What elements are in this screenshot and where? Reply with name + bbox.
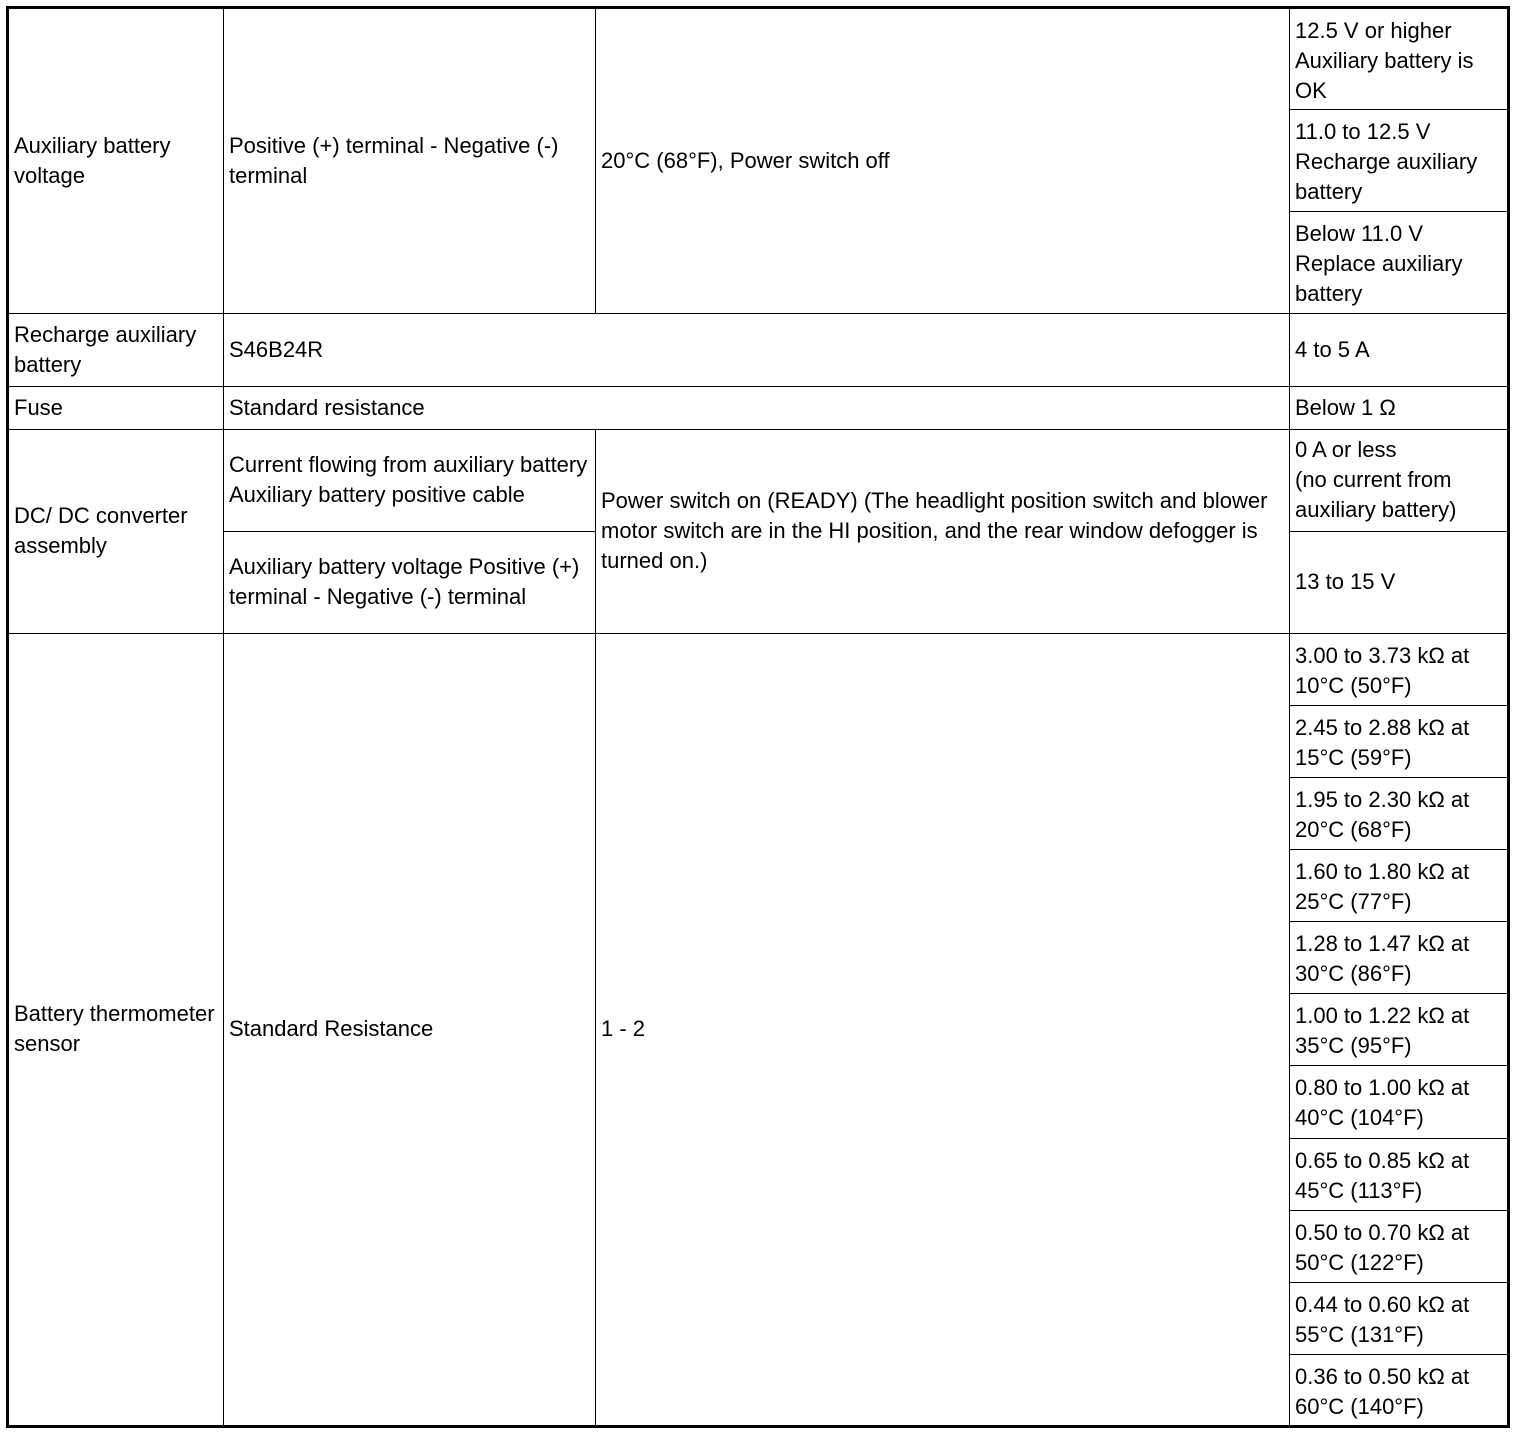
value-line: 50°C (122°F): [1295, 1249, 1424, 1275]
item-cell: Auxiliary battery voltage: [8, 8, 224, 314]
value-line: 1.60 to 1.80 kΩ at: [1295, 859, 1470, 885]
value-cell: [1290, 110, 1509, 212]
table-row: [8, 429, 1509, 531]
connection-cell: Current flowing from auxiliary battery Auxiliary battery positive cable: [224, 429, 596, 531]
value-line: 1.28 to 1.47 kΩ at: [1295, 931, 1470, 957]
value-line: 20°C (68°F): [1295, 817, 1412, 843]
value-line: 35°C (95°F): [1295, 1033, 1412, 1059]
table-row: [8, 314, 1509, 386]
value-line: 60°C (140°F): [1295, 1393, 1424, 1419]
value-line: Replace auxiliary battery: [1295, 251, 1463, 307]
value-cell: [1290, 850, 1509, 922]
value-line: Below 11.0 V: [1295, 221, 1424, 247]
table-row: [8, 8, 1509, 110]
value-cell: [1290, 705, 1509, 777]
value-line: 1.95 to 2.30 kΩ at: [1295, 787, 1470, 813]
value-line: 15°C (59°F): [1295, 744, 1412, 770]
value-line: 0 A or less: [1295, 437, 1397, 463]
connection-cell: Positive (+) terminal - Negative (-) terminal: [224, 8, 596, 314]
item-cell: Recharge auxiliary battery: [8, 314, 224, 386]
value-cell: [1290, 994, 1509, 1066]
value-line: Auxiliary battery is OK: [1295, 48, 1474, 103]
value-line: 12.5 V or higher: [1295, 18, 1452, 43]
item-cell: Fuse: [8, 386, 224, 429]
value-cell: 4 to 5 A: [1290, 314, 1509, 386]
value-cell: [1290, 1210, 1509, 1282]
condition-cell: 20°C (68°F), Power switch off: [596, 8, 1290, 314]
connection-cell: S46B24R: [224, 314, 1290, 386]
value-cell: [1290, 8, 1509, 110]
value-cell: Below 1 Ω: [1290, 386, 1509, 429]
value-line: 0.44 to 0.60 kΩ at: [1295, 1291, 1470, 1317]
value-line: Recharge auxiliary battery: [1295, 149, 1478, 205]
specification-table: [6, 6, 1510, 1428]
value-cell: [1290, 633, 1509, 705]
table-row: [8, 633, 1509, 705]
value-line: 1.00 to 1.22 kΩ at: [1295, 1003, 1470, 1029]
value-cell: [1290, 1354, 1509, 1426]
value-line: (no current from auxiliary battery): [1295, 467, 1457, 523]
value-line: 0.36 to 0.50 kΩ at: [1295, 1363, 1470, 1389]
connection-cell: Standard Resistance: [224, 633, 596, 1426]
condition-cell: 1 - 2: [596, 633, 1290, 1426]
value-line: 45°C (113°F): [1295, 1177, 1423, 1203]
value-line: 2.45 to 2.88 kΩ at: [1295, 714, 1470, 740]
value-cell: [1290, 1282, 1509, 1354]
condition-cell: Power switch on (READY) (The headlight position switch and blower motor switch are in the HI position, and the rear window defogger is turned on.): [596, 429, 1290, 633]
value-line: 55°C (131°F): [1295, 1321, 1424, 1347]
value-cell: 13 to 15 V: [1290, 531, 1509, 633]
item-cell: Battery thermometer sensor: [8, 633, 224, 1426]
value-line: 11.0 to 12.5 V: [1295, 119, 1431, 145]
value-cell: [1290, 1138, 1509, 1210]
value-line: 0.65 to 0.85 kΩ at: [1295, 1147, 1470, 1173]
value-cell: [1290, 212, 1509, 314]
value-cell: [1290, 1066, 1509, 1138]
value-line: 25°C (77°F): [1295, 889, 1412, 915]
value-cell: [1290, 429, 1509, 531]
table-row: [8, 386, 1509, 429]
connection-cell: Auxiliary battery voltage Positive (+) terminal - Negative (-) terminal: [224, 531, 596, 633]
value-line: 0.80 to 1.00 kΩ at: [1295, 1075, 1470, 1101]
value-line: 0.50 to 0.70 kΩ at: [1295, 1219, 1470, 1245]
value-cell: [1290, 778, 1509, 850]
value-line: 10°C (50°F): [1295, 672, 1412, 698]
connection-cell: Standard resistance: [224, 386, 1290, 429]
value-cell: [1290, 922, 1509, 994]
value-line: 3.00 to 3.73 kΩ at: [1295, 642, 1470, 668]
item-cell: DC/ DC converter assembly: [8, 429, 224, 633]
value-line: 30°C (86°F): [1295, 961, 1412, 987]
value-line: 40°C (104°F): [1295, 1105, 1424, 1131]
